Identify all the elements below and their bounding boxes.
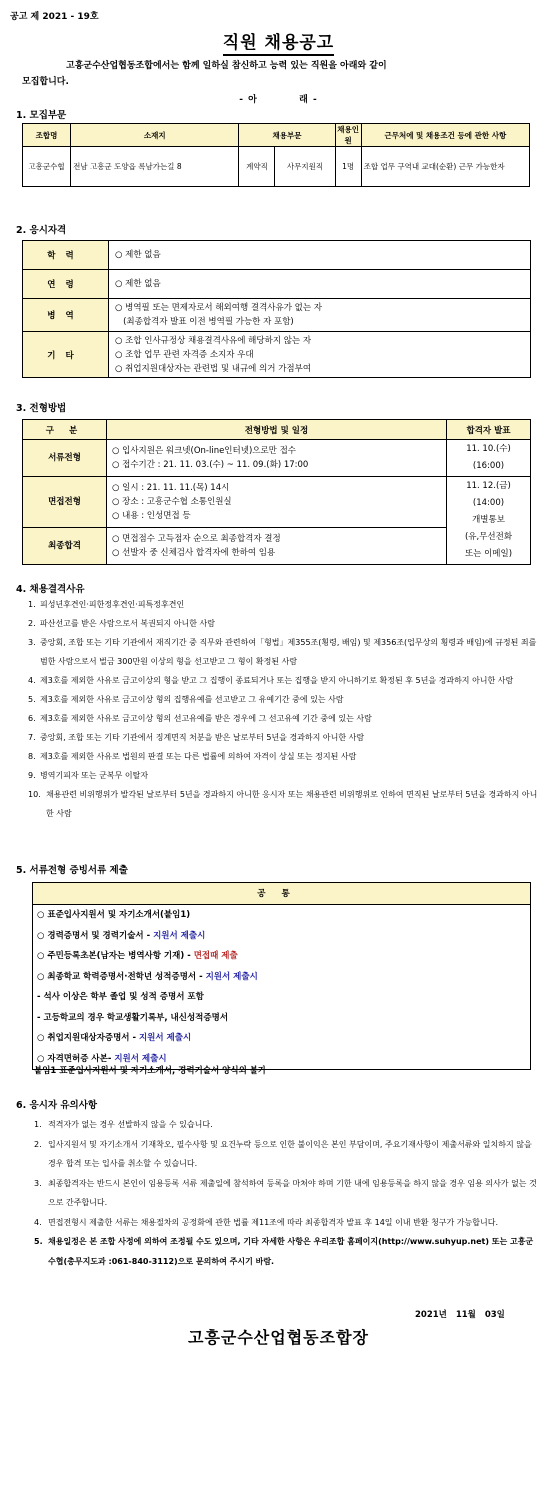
document-highlight: 지원서 제출시 (153, 930, 206, 941)
attachment-note: 붙임1 표준입사지원서 및 자기소개서, 경력기술서 양식외 불가 (34, 1066, 267, 1076)
process-line: ○ 장소 : 고흥군수협 소통인원실 (112, 497, 232, 508)
notes-list (34, 1115, 538, 1271)
list-item: 3. 최종합격자는 반드시 본인이 임용등록 서류 제출일에 참석하여 등록을 마쳐야 하며 기한 내에 임용등록을 하지 않을 경우 임용 의사가 없는 것으로 간주합니다. (34, 1174, 538, 1213)
list-item-text: 피성년후견인·피한정후견인·피특정후견인 (40, 600, 185, 609)
qual-line: ○ 조합 업무 관련 자격증 소지자 우대 (115, 349, 254, 360)
qual-line: (최종합격자 발표 이전 병역필 가능한 자 포함) (115, 317, 294, 327)
list-item: 4. 면접전형시 제출한 서류는 채용절차의 공정화에 관한 법률 제11조에 따라 최종합격자 발표 후 14일 이내 반환 청구가 가능합니다. (34, 1213, 538, 1233)
recruit-header: 채용인원 (335, 124, 361, 147)
qual-line: ○ 제한 없음 (115, 250, 161, 260)
signature: 고흥군수산업협동조합장 (187, 1328, 370, 1347)
process-stage: 최종합격 (23, 528, 107, 565)
below-marker: - 아 래 - (239, 95, 318, 105)
document-text: - 석사 이상은 학부 졸업 및 성적 증명서 포함 (37, 992, 204, 1002)
list-item: 6. 제3호를 제외한 사유로 금고이상 형의 선고유예를 받은 경우에 그 선고유예 기간 중에 있는 사람 (28, 709, 540, 728)
process-line: ○ 입사지원은 워크넷(On-line인터넷)으로만 접수 (112, 446, 297, 456)
document-text: ○ 자격면허증 사본- (37, 1053, 115, 1064)
recruit-cell: 고흥군수협 (23, 147, 71, 187)
list-item-text: 최종합격자는 반드시 본인이 임용등록 서류 제출일에 참석하여 등록을 마쳐야 하며 기한 내에 임용등록을 하지 않을 경우 임용 의사가 없는 것으로 간주합니다. (48, 1178, 537, 1207)
intro-line: 고흥군수산업협동조합에서는 함께 일하실 참신하고 능력 있는 직원을 아래와 같이 (66, 61, 387, 71)
section-heading-qualification: 2. 응시자격 (16, 225, 67, 236)
process-line: ○ 면접점수 고득점자 순으로 최종합격자 결정 (112, 534, 281, 545)
recruit-header: 소재지 (71, 124, 239, 147)
result-line: 개별통보 (472, 515, 505, 525)
qual-line: ○ 제한 없음 (115, 279, 161, 289)
list-item: 2. 입사지원서 및 자기소개서 기재착오, 필수사항 및 요건누락 등으로 인한 불이익은 본인 부담이며, 주요기재사항이 제출서류와 일치하지 않을 경우 합격 또는 입사를 취소할 수 있습니다. (34, 1135, 538, 1174)
process-line: ○ 접수기간 : 21. 11. 03.(수) ~ 11. 09.(화) 17:00 (112, 460, 309, 470)
document-text: ○ 최종학교 학력증명서·전학년 성적증명서 - (37, 971, 206, 982)
recruit-header: 조합명 (23, 124, 71, 147)
process-stage: 서류전형 (23, 440, 107, 477)
recruit-header: 채용부문 (239, 124, 335, 147)
result-line: (유,무선전화 (464, 532, 513, 542)
notice-number: 공고 제 2021 - 19호 (10, 12, 99, 22)
result-line: 11. 10.(수) (466, 444, 511, 454)
process-detail (107, 477, 447, 528)
intro-text (22, 58, 542, 90)
list-item-text: 제3호를 제외한 사유로 금고이상의 형을 받고 그 집행이 종료되거나 또는 집행을 받지 아니하기로 확정된 후 5년을 경과하지 아니한 사람 (40, 676, 514, 685)
disqualification-list (28, 595, 540, 823)
section-heading-disqualification: 4. 채용결격사유 (16, 584, 85, 595)
document-text: ○ 경력증명서 및 경력기술서 - (37, 930, 154, 941)
list-item-text: 채용관련 비위행위가 발각된 날로부터 5년을 경과하지 아니한 응시자 또는 채용관련 비위행위로 인하여 면직된 날로부터 5년을 경과하지 아니한 사람 (46, 790, 538, 818)
process-result (447, 477, 531, 565)
qual-label: 학력 (23, 241, 109, 270)
documents-header: 공통 (33, 883, 530, 905)
document-item (33, 1028, 530, 1049)
list-item: 5. 제3호를 제외한 사유로 금고이상 형의 집행유예를 선고받고 그 유예기간 중에 있는 사람 (28, 690, 540, 709)
document-highlight: 지원서 제출시 (114, 1053, 167, 1064)
process-header: 합격자 발표 (447, 420, 531, 440)
qual-line: ○ 취업지원대상자는 관련법 및 내규에 의거 가점부여 (115, 363, 312, 374)
qual-value (109, 241, 531, 270)
process-line: ○ 선발자 중 신체검사 합격자에 한하여 임용 (112, 548, 276, 559)
list-item-text: 채용일정은 본 조합 사정에 의하여 조정될 수도 있으며, 기타 자세한 사항은 우리조합 홈페이지(http://www.suhyup.net) 또는 고흥군수협(총무지도과 :061-840-3112)으로 문의하여 주시기 바람. (48, 1237, 534, 1266)
notice-date: 2021년 11월 03일 (415, 1310, 505, 1320)
document-highlight: 면접때 제출 (193, 951, 238, 961)
list-item: 8. 제3호를 제외한 사유로 법원의 판결 또는 다른 법률에 의하여 자격이 상실 또는 정지된 사람 (28, 747, 540, 766)
qual-label: 기타 (23, 332, 109, 378)
recruit-cell: 계약직 (239, 147, 275, 187)
recruit-cell: 사무지원직 (275, 147, 335, 187)
documents-box (32, 882, 531, 1070)
qual-label: 연령 (23, 270, 109, 299)
document-item (33, 905, 530, 926)
recruit-cell: 조합 업무 구역내 교대(순환) 근무 가능한자 (361, 147, 529, 187)
list-item: 5. 채용일정은 본 조합 사정에 의하여 조정될 수도 있으며, 기타 자세한 사항은 우리조합 홈페이지(http://www.suhyup.net) 또는 고흥군수협(총무지도과 :061-840-3112)으로 문의하여 주시기 바람. (34, 1232, 538, 1271)
list-item: 2. 파산선고를 받은 사람으로서 복권되지 아니한 사람 (28, 614, 540, 633)
qual-value (109, 332, 531, 378)
list-item: 10. 채용관련 비위행위가 발각된 날로부터 5년을 경과하지 아니한 응시자 또는 채용관련 비위행위로 인하여 면직된 날로부터 5년을 경과하지 아니한 사람 (28, 785, 540, 823)
recruit-header: 근무처에 및 채용조건 등에 관한 사항 (361, 124, 529, 147)
document-item (33, 987, 530, 1008)
list-item: 1. 적격자가 없는 경우 선발하지 않을 수 있습니다. (34, 1115, 538, 1135)
section-heading-documents: 5. 서류전형 증빙서류 제출 (16, 865, 128, 876)
document-text: ○ 주민등록초본(남자는 병역사항 기재) - (37, 951, 194, 961)
process-line: ○ 일시 : 21. 11. 11.(목) 14시 (112, 483, 230, 494)
list-item-text: 중앙회, 조합 또는 기타 기관에서 재직기간 중 직무와 관련하여「형법」제355조(횡령, 배임) 및 제356조(업무상의 횡령과 배임)에 규정된 죄를 범한 사람으로서 벌금 300만원 이상의 형을 선고받고 그 형이 확정된 사람 (40, 638, 537, 666)
process-table (22, 419, 531, 565)
page-title: 직원 채용공고 (223, 33, 334, 56)
list-item-text: 제3호를 제외한 사유로 금고이상 형의 집행유예를 선고받고 그 유예기간 중에 있는 사람 (40, 695, 344, 704)
qualification-table (22, 240, 531, 378)
list-item-text: 입사지원서 및 자기소개서 기재착오, 필수사항 및 요건누락 등으로 인한 불이익은 본인 부담이며, 주요기재사항이 제출서류와 일치하지 않을 경우 합격 또는 입사를 취소할 수 있습니다. (48, 1139, 532, 1168)
recruit-cell: 전남 고흥군 도양읍 록남가는길 8 (71, 147, 239, 187)
process-detail (107, 440, 447, 477)
document-item (33, 967, 530, 988)
document-item (33, 946, 530, 967)
list-item: 1. 피성년후견인·피한정후견인·피특정후견인 (28, 595, 540, 614)
list-item-text: 파산선고를 받은 사람으로서 복권되지 아니한 사람 (40, 619, 216, 628)
process-line: ○ 내용 : 인성면접 등 (112, 511, 191, 522)
list-item: 3. 중앙회, 조합 또는 기타 기관에서 재직기간 중 직무와 관련하여「형법」제355조(횡령, 배임) 및 제356조(업무상의 횡령과 배임)에 규정된 죄를 범한 사람으로서 벌금 300만원 이상의 형을 선고받고 그 형이 확정된 사람 (28, 633, 540, 671)
document-text: ○ 표준입사지원서 및 자기소개서(붙임1) (37, 910, 191, 920)
page-title-wrap (0, 28, 557, 53)
list-item: 4. 제3호를 제외한 사유로 금고이상의 형을 받고 그 집행이 종료되거나 또는 집행을 받지 아니하기로 확정된 후 5년을 경과하지 아니한 사람 (28, 671, 540, 690)
qual-line: ○ 조합 인사규정상 채용결격사유에 해당하지 않는 자 (115, 335, 312, 346)
list-item: 9. 병역기피자 또는 군복무 이탈자 (28, 766, 540, 785)
recruit-table (22, 123, 530, 187)
qual-label: 병역 (23, 299, 109, 332)
document-highlight: 지원서 제출시 (138, 1033, 192, 1043)
document-item (33, 1008, 530, 1029)
section-heading-process: 3. 전형방법 (16, 403, 67, 414)
list-item: 7. 중앙회, 조합 또는 기타 기관에서 징계면직 처분을 받은 날로부터 5년을 경과하지 아니한 사람 (28, 728, 540, 747)
qual-value (109, 270, 531, 299)
section-heading-notes: 6. 응시자 유의사항 (16, 1100, 98, 1111)
document-text: - 고등학교의 경우 학교생활기록부, 내신성적증명서 (37, 1012, 229, 1023)
list-item-text: 제3호를 제외한 사유로 금고이상 형의 선고유예를 받은 경우에 그 선고유예 기간 중에 있는 사람 (40, 714, 372, 723)
document-highlight: 지원서 제출시 (205, 971, 258, 982)
process-stage: 면접전형 (23, 477, 107, 528)
recruit-cell: 1명 (335, 147, 361, 187)
list-item-text: 면접전형시 제출한 서류는 채용절차의 공정화에 관한 법률 제11조에 따라 최종합격자 발표 후 14일 이내 반환 청구가 가능합니다. (48, 1217, 498, 1227)
section-heading-recruit: 1. 모집부문 (16, 110, 67, 121)
intro-line: 모집합니다. (22, 77, 69, 87)
list-item-text: 적격자가 없는 경우 선발하지 않을 수 있습니다. (48, 1120, 213, 1129)
list-item-text: 중앙회, 조합 또는 기타 기관에서 징계면직 처분을 받은 날로부터 5년을 경과하지 아니한 사람 (40, 733, 365, 742)
process-header: 전형방법 및 일정 (107, 420, 447, 440)
result-line: (14:00) (472, 498, 505, 508)
result-line: 11. 12.(금) (466, 481, 511, 491)
document-item (33, 926, 530, 947)
result-line: (16:00) (472, 461, 505, 471)
process-header: 구 분 (23, 420, 107, 440)
document-text: ○ 취업지원대상자증명서 - (37, 1033, 139, 1043)
list-item-text: 병역기피자 또는 군복무 이탈자 (40, 771, 149, 780)
qual-value (109, 299, 531, 332)
result-line: 또는 이메일) (464, 549, 513, 559)
qual-line: ○ 병역필 또는 면제자로서 해외여행 결격사유가 없는 자 (115, 303, 322, 313)
list-item-text: 제3호를 제외한 사유로 법원의 판결 또는 다른 법률에 의하여 자격이 상실 또는 정지된 사람 (40, 752, 357, 761)
process-detail (107, 528, 447, 565)
process-result (447, 440, 531, 477)
